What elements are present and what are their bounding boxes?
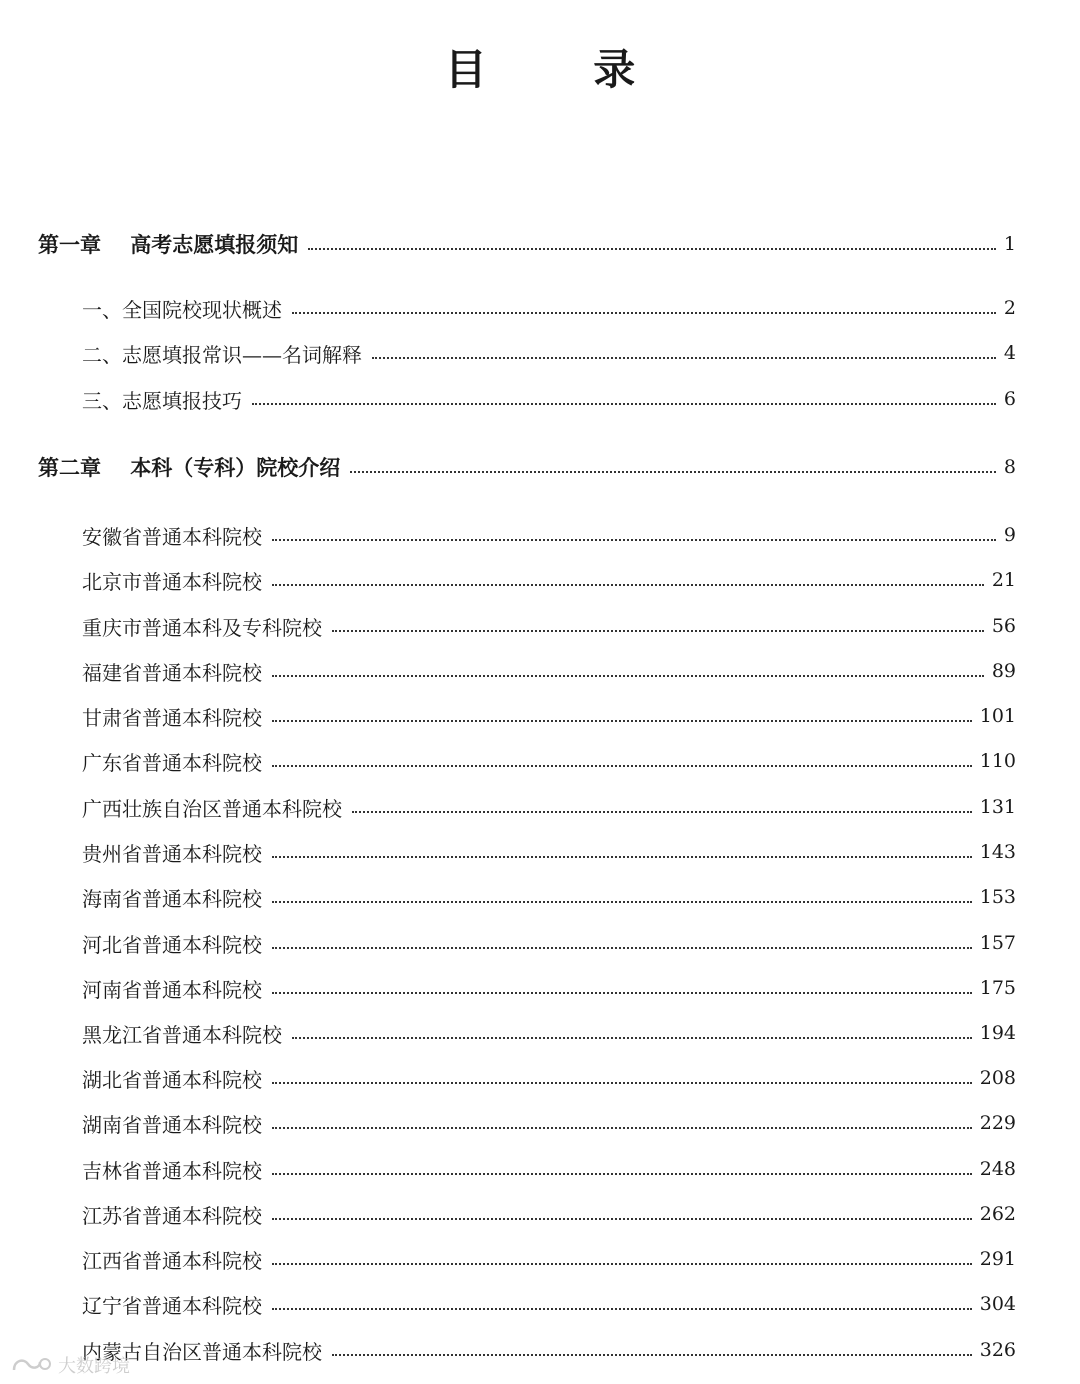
toc-entry-guangdong[interactable] [0, 746, 1080, 776]
dot-leader [350, 471, 996, 473]
dot-leader [308, 248, 996, 250]
dot-leader [272, 1082, 972, 1084]
dot-leader [272, 1218, 972, 1220]
toc-entry-label: 河南省普通本科院校 [82, 977, 262, 1002]
toc-entry-jiangsu[interactable] [0, 1199, 1080, 1229]
dot-leader [272, 765, 972, 767]
toc-page-number: 131 [979, 796, 1016, 818]
toc-entry-neimenggu[interactable] [0, 1335, 1080, 1365]
dot-leader [272, 856, 972, 858]
toc-chapter-1[interactable] [0, 229, 1080, 259]
toc-entry-label: 黑龙江省普通本科院校 [82, 1022, 282, 1047]
toc-entry-label: 二、志愿填报常识——名词解释 [82, 342, 362, 367]
toc-page-number: 101 [979, 705, 1016, 727]
toc-entry-label: 广西壮族自治区普通本科院校 [82, 796, 342, 821]
toc-chapter-2[interactable] [0, 452, 1080, 482]
toc-page-number: 194 [979, 1022, 1016, 1044]
dot-leader [372, 357, 996, 359]
toc-entry-label: 内蒙古自治区普通本科院校 [82, 1339, 322, 1364]
toc-entry-hunan[interactable] [0, 1108, 1080, 1138]
toc-entry-label: 湖南省普通本科院校 [82, 1112, 262, 1137]
toc-page-number: 143 [979, 841, 1016, 863]
toc-page-number: 291 [979, 1248, 1016, 1270]
toc-page-number: 229 [979, 1112, 1016, 1134]
toc-entry-hebei[interactable] [0, 928, 1080, 958]
dot-leader [292, 1037, 972, 1039]
toc-entry-label: 广东省普通本科院校 [82, 750, 262, 775]
toc-page-number: 4 [1003, 342, 1016, 364]
toc-entry-label: 福建省普通本科院校 [82, 660, 262, 685]
toc-entry-anhui[interactable] [0, 520, 1080, 550]
toc-entry-label: 第二章 本科（专科）院校介绍 [38, 456, 341, 480]
toc-entry-label: 一、全国院校现状概述 [82, 297, 282, 322]
toc-page-number: 2 [1003, 297, 1016, 319]
toc-entry-beijing[interactable] [0, 565, 1080, 595]
toc-page-number: 1 [1003, 233, 1016, 255]
toc-entry-liaoning[interactable] [0, 1289, 1080, 1319]
toc-entry-hubei[interactable] [0, 1063, 1080, 1093]
toc-section-1[interactable] [0, 293, 1080, 323]
toc-entry-label: 贵州省普通本科院校 [82, 841, 262, 866]
toc-page-number: 262 [979, 1203, 1016, 1225]
toc-entry-hainan[interactable] [0, 882, 1080, 912]
dot-leader [252, 403, 996, 405]
toc-entry-gansu[interactable] [0, 701, 1080, 731]
dot-leader [272, 992, 972, 994]
toc-entry-label: 第一章 高考志愿填报须知 [38, 233, 299, 257]
toc-page-number: 6 [1003, 388, 1016, 410]
dot-leader [272, 539, 996, 541]
dot-leader [272, 901, 972, 903]
dot-leader [272, 675, 984, 677]
dot-leader [332, 1354, 972, 1356]
toc-page-number: 21 [991, 569, 1016, 591]
toc-page-number: 248 [979, 1158, 1016, 1180]
toc-page-number: 304 [979, 1293, 1016, 1315]
ddc-logo-icon [10, 1354, 54, 1376]
toc-entry-label: 北京市普通本科院校 [82, 569, 262, 594]
toc-entry-label: 安徽省普通本科院校 [82, 524, 262, 549]
toc-page-number: 110 [979, 750, 1016, 772]
toc-section-3[interactable] [0, 384, 1080, 414]
dot-leader [272, 1173, 972, 1175]
toc-page-number: 89 [991, 660, 1016, 682]
watermark [10, 1350, 130, 1380]
toc-page-number: 326 [979, 1339, 1016, 1361]
toc-entry-heilongjiang[interactable] [0, 1018, 1080, 1048]
dot-leader [272, 1308, 972, 1310]
dot-leader [272, 584, 984, 586]
toc-entry-fujian[interactable] [0, 656, 1080, 686]
toc-page-number: 208 [979, 1067, 1016, 1089]
toc-entry-jilin[interactable] [0, 1154, 1080, 1184]
toc-entry-label: 三、志愿填报技巧 [82, 388, 242, 413]
dot-leader [272, 1263, 972, 1265]
toc-entry-guizhou[interactable] [0, 837, 1080, 867]
toc-entry-label: 江苏省普通本科院校 [82, 1203, 262, 1228]
toc-entry-guangxi[interactable] [0, 792, 1080, 822]
toc-page-number: 9 [1003, 524, 1016, 546]
toc-entry-label: 辽宁省普通本科院校 [82, 1293, 262, 1318]
dot-leader [272, 947, 972, 949]
watermark-text: 大数跨境 [58, 1356, 130, 1377]
toc-entry-label: 吉林省普通本科院校 [82, 1158, 262, 1183]
dot-leader [292, 312, 996, 314]
toc-entry-label: 湖北省普通本科院校 [82, 1067, 262, 1092]
toc-page-number: 157 [979, 932, 1016, 954]
dot-leader [332, 630, 984, 632]
toc-entry-label: 甘肃省普通本科院校 [82, 705, 262, 730]
page-title: 目 录 [444, 45, 682, 94]
toc-page-number: 175 [979, 977, 1016, 999]
toc-entry-label: 江西省普通本科院校 [82, 1248, 262, 1273]
toc-page-number: 56 [991, 615, 1016, 637]
toc-entry-chongqing[interactable] [0, 611, 1080, 641]
toc-entry-label: 重庆市普通本科及专科院校 [82, 615, 322, 640]
dot-leader [352, 811, 972, 813]
toc-page-number: 153 [979, 886, 1016, 908]
toc-entry-henan[interactable] [0, 973, 1080, 1003]
toc-section-2[interactable] [0, 338, 1080, 368]
toc-entry-label: 河北省普通本科院校 [82, 932, 262, 957]
dot-leader [272, 720, 972, 722]
toc-entry-jiangxi[interactable] [0, 1244, 1080, 1274]
dot-leader [272, 1127, 972, 1129]
toc-entry-label: 海南省普通本科院校 [82, 886, 262, 911]
toc-page-number: 8 [1003, 456, 1016, 478]
